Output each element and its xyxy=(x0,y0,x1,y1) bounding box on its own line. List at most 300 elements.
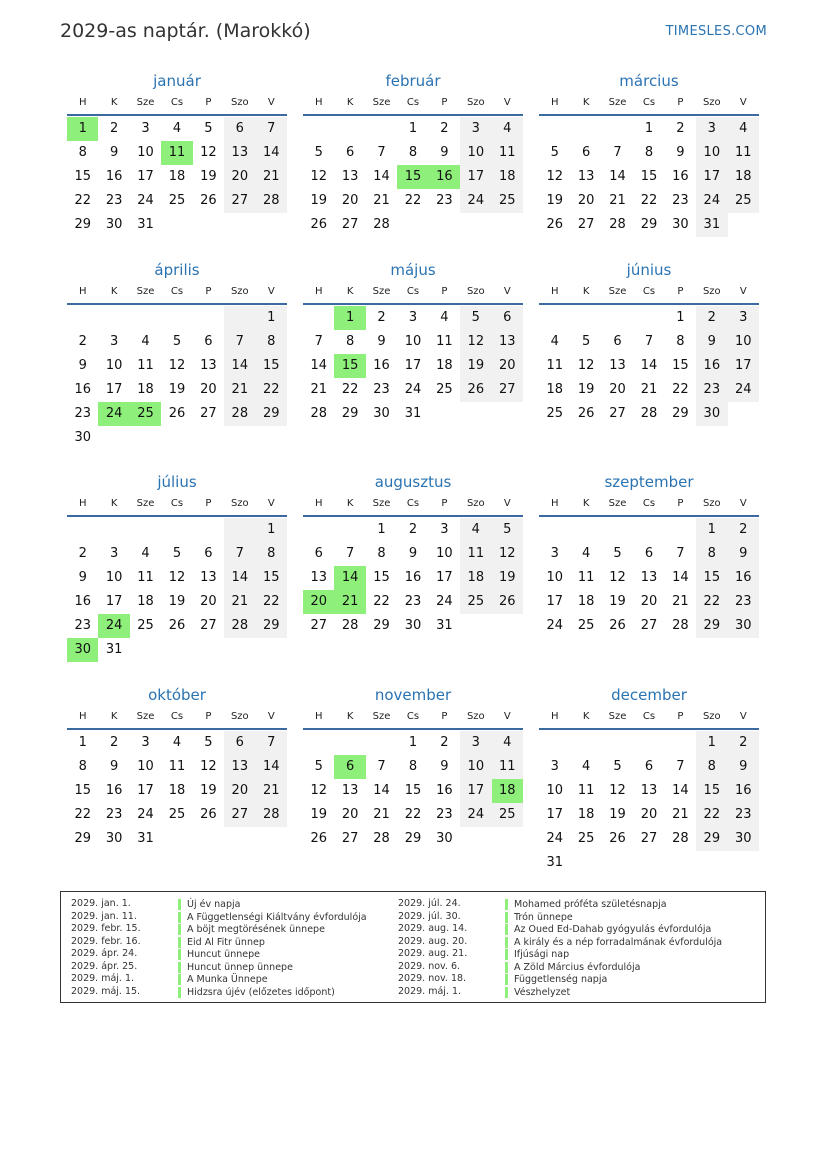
day-cell[interactable]: 14 xyxy=(310,358,327,373)
day-cell[interactable]: 16 xyxy=(728,779,759,803)
day-cell[interactable]: 16 xyxy=(404,570,422,585)
day-cell[interactable]: 9 xyxy=(109,145,119,160)
day-cell[interactable]: 27 xyxy=(200,618,217,633)
day-cell[interactable]: 4 xyxy=(581,546,591,561)
day-cell[interactable]: 28 xyxy=(256,189,287,213)
day-cell[interactable]: 24 xyxy=(460,189,491,213)
day-cell[interactable]: 1 xyxy=(78,735,87,750)
day-cell[interactable]: 4 xyxy=(141,334,150,349)
day-cell[interactable]: 31 xyxy=(105,642,123,657)
day-cell[interactable]: 18 xyxy=(728,165,759,189)
day-cell[interactable]: 1 xyxy=(696,518,727,542)
day-cell[interactable]: 17 xyxy=(460,779,491,803)
day-cell[interactable]: 2 xyxy=(78,546,87,561)
day-cell[interactable]: 11 xyxy=(728,141,759,165)
day-cell[interactable]: 1 xyxy=(696,731,727,755)
day-cell[interactable]: 22 xyxy=(640,193,658,208)
day-cell[interactable]: 27 xyxy=(310,618,327,633)
day-cell[interactable]: 13 xyxy=(224,141,255,165)
day-cell[interactable]: 22 xyxy=(256,590,287,614)
day-cell[interactable]: 26 xyxy=(609,618,626,633)
day-cell[interactable]: 27 xyxy=(341,831,359,846)
day-cell[interactable]: 16 xyxy=(74,594,91,609)
day-cell[interactable]: 29 xyxy=(74,217,91,232)
day-cell[interactable]: 28 xyxy=(373,217,390,232)
day-cell[interactable]: 24 xyxy=(436,594,453,609)
day-cell[interactable]: 13 xyxy=(310,570,327,585)
day-cell[interactable]: 11 xyxy=(577,783,595,798)
day-cell[interactable]: 23 xyxy=(373,382,390,397)
day-cell[interactable]: 10 xyxy=(137,759,154,774)
day-cell[interactable]: 1 xyxy=(644,121,654,136)
day-cell[interactable]: 27 xyxy=(640,831,658,846)
day-cell[interactable]: 30 xyxy=(436,831,453,846)
day-cell[interactable]: 3 xyxy=(141,735,150,750)
day-cell[interactable]: 25 xyxy=(492,803,523,827)
day-cell[interactable]: 18 xyxy=(577,594,595,609)
day-cell[interactable]: 23 xyxy=(436,193,453,208)
day-cell[interactable]: 8 xyxy=(78,759,87,774)
day-cell[interactable]: 1 xyxy=(256,518,287,542)
day-cell[interactable]: 15 xyxy=(672,358,689,373)
day-cell[interactable]: 26 xyxy=(460,378,491,402)
day-cell[interactable]: 20 xyxy=(492,354,523,378)
day-cell[interactable]: 3 xyxy=(728,306,759,330)
day-cell[interactable]: 25 xyxy=(130,402,161,426)
day-cell[interactable]: 27 xyxy=(341,217,359,232)
day-cell[interactable]: 6 xyxy=(581,145,591,160)
day-cell[interactable]: 17 xyxy=(546,594,563,609)
day-cell[interactable]: 23 xyxy=(404,594,422,609)
day-cell[interactable]: 8 xyxy=(377,546,386,561)
day-cell[interactable]: 20 xyxy=(609,382,626,397)
day-cell[interactable]: 21 xyxy=(256,779,287,803)
day-cell[interactable]: 15 xyxy=(397,165,428,189)
day-cell[interactable]: 7 xyxy=(224,330,255,354)
day-cell[interactable]: 17 xyxy=(137,783,154,798)
day-cell[interactable]: 29 xyxy=(696,614,727,638)
day-cell[interactable]: 11 xyxy=(546,358,563,373)
day-cell[interactable]: 27 xyxy=(609,406,626,421)
day-cell[interactable]: 14 xyxy=(609,169,626,184)
day-cell[interactable]: 21 xyxy=(224,590,255,614)
day-cell[interactable]: 25 xyxy=(728,189,759,213)
day-cell[interactable]: 15 xyxy=(696,779,727,803)
day-cell[interactable]: 28 xyxy=(310,406,327,421)
day-cell[interactable]: 2 xyxy=(109,121,119,136)
day-cell[interactable]: 9 xyxy=(78,570,87,585)
day-cell[interactable]: 3 xyxy=(109,334,119,349)
day-cell[interactable]: 30 xyxy=(696,402,727,426)
day-cell[interactable]: 23 xyxy=(105,807,123,822)
day-cell[interactable]: 24 xyxy=(404,382,422,397)
day-cell[interactable]: 24 xyxy=(546,618,563,633)
day-cell[interactable]: 16 xyxy=(728,566,759,590)
day-cell[interactable]: 29 xyxy=(672,406,689,421)
day-cell[interactable]: 19 xyxy=(310,807,327,822)
day-cell[interactable]: 21 xyxy=(373,193,390,208)
day-cell[interactable]: 3 xyxy=(460,117,491,141)
day-cell[interactable]: 5 xyxy=(314,145,323,160)
day-cell[interactable]: 26 xyxy=(546,217,563,232)
day-cell[interactable]: 19 xyxy=(460,354,491,378)
day-cell[interactable]: 27 xyxy=(224,803,255,827)
day-cell[interactable]: 14 xyxy=(334,566,365,590)
day-cell[interactable]: 8 xyxy=(408,759,418,774)
day-cell[interactable]: 9 xyxy=(78,358,87,373)
day-cell[interactable]: 10 xyxy=(404,334,422,349)
day-cell[interactable]: 18 xyxy=(460,566,491,590)
day-cell[interactable]: 8 xyxy=(78,145,87,160)
day-cell[interactable]: 3 xyxy=(141,121,150,136)
day-cell[interactable]: 5 xyxy=(550,145,559,160)
day-cell[interactable]: 2 xyxy=(440,735,449,750)
day-cell[interactable]: 18 xyxy=(168,169,186,184)
day-cell[interactable]: 3 xyxy=(550,759,559,774)
day-cell[interactable]: 19 xyxy=(546,193,563,208)
day-cell[interactable]: 17 xyxy=(460,165,491,189)
day-cell[interactable]: 31 xyxy=(546,855,563,870)
day-cell[interactable]: 13 xyxy=(640,783,658,798)
day-cell[interactable]: 5 xyxy=(581,334,591,349)
day-cell[interactable]: 11 xyxy=(460,542,491,566)
day-cell[interactable]: 27 xyxy=(492,378,523,402)
day-cell[interactable]: 13 xyxy=(577,169,595,184)
day-cell[interactable]: 19 xyxy=(200,169,217,184)
day-cell[interactable]: 21 xyxy=(256,165,287,189)
day-cell[interactable]: 7 xyxy=(256,731,287,755)
day-cell[interactable]: 17 xyxy=(404,358,422,373)
day-cell[interactable]: 23 xyxy=(74,618,91,633)
day-cell[interactable]: 16 xyxy=(74,382,91,397)
day-cell[interactable]: 29 xyxy=(256,402,287,426)
day-cell[interactable]: 26 xyxy=(609,831,626,846)
day-cell[interactable]: 5 xyxy=(204,121,213,136)
day-cell[interactable]: 19 xyxy=(168,382,186,397)
day-cell[interactable]: 20 xyxy=(200,382,217,397)
day-cell[interactable]: 30 xyxy=(105,217,123,232)
day-cell[interactable]: 22 xyxy=(404,193,422,208)
day-cell[interactable]: 31 xyxy=(404,406,422,421)
day-cell[interactable]: 17 xyxy=(696,165,727,189)
day-cell[interactable]: 5 xyxy=(314,759,323,774)
day-cell[interactable]: 14 xyxy=(224,354,255,378)
day-cell[interactable]: 28 xyxy=(672,831,689,846)
day-cell[interactable]: 13 xyxy=(609,358,626,373)
day-cell[interactable]: 21 xyxy=(334,590,365,614)
day-cell[interactable]: 1 xyxy=(334,306,365,330)
day-cell[interactable]: 8 xyxy=(696,755,727,779)
day-cell[interactable]: 17 xyxy=(105,382,123,397)
day-cell[interactable]: 15 xyxy=(640,169,658,184)
day-cell[interactable]: 1 xyxy=(377,522,386,537)
day-cell[interactable]: 30 xyxy=(672,217,689,232)
day-cell[interactable]: 8 xyxy=(345,334,355,349)
day-cell[interactable]: 12 xyxy=(577,358,595,373)
day-cell[interactable]: 5 xyxy=(613,546,622,561)
day-cell[interactable]: 17 xyxy=(105,594,123,609)
day-cell[interactable]: 20 xyxy=(224,165,255,189)
day-cell[interactable]: 8 xyxy=(644,145,654,160)
day-cell[interactable]: 20 xyxy=(200,594,217,609)
day-cell[interactable]: 13 xyxy=(200,358,217,373)
day-cell[interactable]: 23 xyxy=(105,193,123,208)
day-cell[interactable]: 29 xyxy=(74,831,91,846)
day-cell[interactable]: 16 xyxy=(105,169,123,184)
day-cell[interactable]: 6 xyxy=(204,334,213,349)
day-cell[interactable]: 10 xyxy=(460,755,491,779)
day-cell[interactable]: 30 xyxy=(105,831,123,846)
day-cell[interactable]: 1 xyxy=(408,121,418,136)
day-cell[interactable]: 2 xyxy=(696,306,727,330)
day-cell[interactable]: 21 xyxy=(609,193,626,208)
day-cell[interactable]: 6 xyxy=(314,546,323,561)
day-cell[interactable]: 9 xyxy=(440,759,449,774)
day-cell[interactable]: 10 xyxy=(696,141,727,165)
day-cell[interactable]: 4 xyxy=(581,759,591,774)
day-cell[interactable]: 4 xyxy=(440,310,449,325)
day-cell[interactable]: 12 xyxy=(460,330,491,354)
day-cell[interactable]: 31 xyxy=(696,213,727,237)
day-cell[interactable]: 21 xyxy=(672,807,689,822)
day-cell[interactable]: 18 xyxy=(492,779,523,803)
day-cell[interactable]: 3 xyxy=(696,117,727,141)
day-cell[interactable]: 31 xyxy=(137,831,154,846)
day-cell[interactable]: 11 xyxy=(168,759,186,774)
day-cell[interactable]: 12 xyxy=(546,169,563,184)
day-cell[interactable]: 6 xyxy=(613,334,622,349)
day-cell[interactable]: 3 xyxy=(109,546,119,561)
day-cell[interactable]: 10 xyxy=(436,546,453,561)
day-cell[interactable]: 16 xyxy=(429,165,460,189)
day-cell[interactable]: 1 xyxy=(67,117,98,141)
day-cell[interactable]: 7 xyxy=(613,145,622,160)
day-cell[interactable]: 21 xyxy=(310,382,327,397)
day-cell[interactable]: 28 xyxy=(609,217,626,232)
day-cell[interactable]: 15 xyxy=(696,566,727,590)
day-cell[interactable]: 29 xyxy=(640,217,658,232)
day-cell[interactable]: 23 xyxy=(436,807,453,822)
day-cell[interactable]: 12 xyxy=(200,759,217,774)
day-cell[interactable]: 20 xyxy=(341,193,359,208)
day-cell[interactable]: 9 xyxy=(696,330,727,354)
day-cell[interactable]: 24 xyxy=(137,807,154,822)
day-cell[interactable]: 15 xyxy=(373,570,390,585)
day-cell[interactable]: 30 xyxy=(373,406,390,421)
day-cell[interactable]: 28 xyxy=(224,402,255,426)
day-cell[interactable]: 7 xyxy=(676,759,685,774)
day-cell[interactable]: 3 xyxy=(550,546,559,561)
day-cell[interactable]: 26 xyxy=(492,590,523,614)
day-cell[interactable]: 14 xyxy=(256,755,287,779)
day-cell[interactable]: 10 xyxy=(105,358,123,373)
day-cell[interactable]: 7 xyxy=(314,334,323,349)
day-cell[interactable]: 9 xyxy=(676,145,685,160)
day-cell[interactable]: 21 xyxy=(672,594,689,609)
day-cell[interactable]: 4 xyxy=(172,735,182,750)
day-cell[interactable]: 20 xyxy=(640,594,658,609)
day-cell[interactable]: 5 xyxy=(613,759,622,774)
day-cell[interactable]: 27 xyxy=(640,618,658,633)
day-cell[interactable]: 28 xyxy=(224,614,255,638)
day-cell[interactable]: 10 xyxy=(460,141,491,165)
day-cell[interactable]: 2 xyxy=(377,310,386,325)
day-cell[interactable]: 24 xyxy=(98,614,129,638)
day-cell[interactable]: 10 xyxy=(105,570,123,585)
day-cell[interactable]: 11 xyxy=(436,334,453,349)
day-cell[interactable]: 25 xyxy=(546,406,563,421)
day-cell[interactable]: 22 xyxy=(341,382,359,397)
day-cell[interactable]: 15 xyxy=(334,354,365,378)
day-cell[interactable]: 14 xyxy=(256,141,287,165)
day-cell[interactable]: 16 xyxy=(696,354,727,378)
day-cell[interactable]: 23 xyxy=(672,193,689,208)
day-cell[interactable]: 16 xyxy=(105,783,123,798)
day-cell[interactable]: 25 xyxy=(137,618,154,633)
day-cell[interactable]: 2 xyxy=(109,735,119,750)
day-cell[interactable]: 26 xyxy=(577,406,595,421)
day-cell[interactable]: 28 xyxy=(341,618,359,633)
day-cell[interactable]: 18 xyxy=(546,382,563,397)
day-cell[interactable]: 10 xyxy=(728,330,759,354)
day-cell[interactable]: 6 xyxy=(334,755,365,779)
day-cell[interactable]: 8 xyxy=(676,334,685,349)
day-cell[interactable]: 2 xyxy=(440,121,449,136)
day-cell[interactable]: 23 xyxy=(728,590,759,614)
day-cell[interactable]: 12 xyxy=(310,783,327,798)
day-cell[interactable]: 13 xyxy=(341,169,359,184)
day-cell[interactable]: 23 xyxy=(696,378,727,402)
day-cell[interactable]: 8 xyxy=(696,542,727,566)
day-cell[interactable]: 2 xyxy=(728,518,759,542)
day-cell[interactable]: 12 xyxy=(609,783,626,798)
day-cell[interactable]: 22 xyxy=(74,807,91,822)
day-cell[interactable]: 11 xyxy=(577,570,595,585)
day-cell[interactable]: 9 xyxy=(408,546,418,561)
day-cell[interactable]: 2 xyxy=(728,731,759,755)
day-cell[interactable]: 15 xyxy=(74,783,91,798)
day-cell[interactable]: 12 xyxy=(168,358,186,373)
day-cell[interactable]: 19 xyxy=(577,382,595,397)
day-cell[interactable]: 18 xyxy=(577,807,595,822)
day-cell[interactable]: 12 xyxy=(492,542,523,566)
day-cell[interactable]: 10 xyxy=(546,570,563,585)
day-cell[interactable]: 9 xyxy=(728,755,759,779)
day-cell[interactable]: 17 xyxy=(436,570,453,585)
day-cell[interactable]: 11 xyxy=(492,755,523,779)
day-cell[interactable]: 7 xyxy=(345,546,355,561)
day-cell[interactable]: 25 xyxy=(577,831,595,846)
day-cell[interactable]: 20 xyxy=(577,193,595,208)
day-cell[interactable]: 4 xyxy=(728,117,759,141)
day-cell[interactable]: 30 xyxy=(67,638,98,662)
day-cell[interactable]: 8 xyxy=(256,330,287,354)
day-cell[interactable]: 24 xyxy=(98,402,129,426)
day-cell[interactable]: 27 xyxy=(224,189,255,213)
day-cell[interactable]: 5 xyxy=(492,518,523,542)
day-cell[interactable]: 6 xyxy=(204,546,213,561)
day-cell[interactable]: 19 xyxy=(200,783,217,798)
day-cell[interactable]: 12 xyxy=(200,145,217,160)
day-cell[interactable]: 3 xyxy=(440,522,449,537)
day-cell[interactable]: 2 xyxy=(408,522,418,537)
day-cell[interactable]: 2 xyxy=(676,121,685,136)
day-cell[interactable]: 27 xyxy=(200,406,217,421)
day-cell[interactable]: 11 xyxy=(137,570,154,585)
day-cell[interactable]: 22 xyxy=(672,382,689,397)
day-cell[interactable]: 26 xyxy=(310,217,327,232)
day-cell[interactable]: 3 xyxy=(408,310,418,325)
day-cell[interactable]: 16 xyxy=(436,783,453,798)
day-cell[interactable]: 21 xyxy=(224,378,255,402)
day-cell[interactable]: 30 xyxy=(74,430,91,445)
day-cell[interactable]: 7 xyxy=(224,542,255,566)
day-cell[interactable]: 19 xyxy=(609,594,626,609)
day-cell[interactable]: 12 xyxy=(609,570,626,585)
day-cell[interactable]: 25 xyxy=(168,193,186,208)
day-cell[interactable]: 4 xyxy=(492,117,523,141)
day-cell[interactable]: 21 xyxy=(640,382,658,397)
day-cell[interactable]: 12 xyxy=(168,570,186,585)
day-cell[interactable]: 28 xyxy=(672,618,689,633)
day-cell[interactable]: 6 xyxy=(224,117,255,141)
day-cell[interactable]: 13 xyxy=(224,755,255,779)
day-cell[interactable]: 6 xyxy=(644,546,654,561)
day-cell[interactable]: 16 xyxy=(373,358,390,373)
day-cell[interactable]: 22 xyxy=(373,594,390,609)
day-cell[interactable]: 5 xyxy=(460,306,491,330)
day-cell[interactable]: 24 xyxy=(696,189,727,213)
day-cell[interactable]: 15 xyxy=(404,783,422,798)
day-cell[interactable]: 11 xyxy=(492,141,523,165)
day-cell[interactable]: 25 xyxy=(492,189,523,213)
day-cell[interactable]: 13 xyxy=(200,570,217,585)
day-cell[interactable]: 4 xyxy=(460,518,491,542)
day-cell[interactable]: 11 xyxy=(137,358,154,373)
day-cell[interactable]: 5 xyxy=(172,334,182,349)
day-cell[interactable]: 17 xyxy=(546,807,563,822)
day-cell[interactable]: 26 xyxy=(168,618,186,633)
day-cell[interactable]: 25 xyxy=(577,618,595,633)
day-cell[interactable]: 8 xyxy=(256,542,287,566)
day-cell[interactable]: 9 xyxy=(377,334,386,349)
day-cell[interactable]: 22 xyxy=(256,378,287,402)
day-cell[interactable]: 19 xyxy=(310,193,327,208)
day-cell[interactable]: 22 xyxy=(404,807,422,822)
day-cell[interactable]: 29 xyxy=(341,406,359,421)
day-cell[interactable]: 1 xyxy=(408,735,418,750)
day-cell[interactable]: 8 xyxy=(408,145,418,160)
brand-logo[interactable]: TIMESLES.COM xyxy=(665,24,767,39)
day-cell[interactable]: 2 xyxy=(78,334,87,349)
day-cell[interactable]: 15 xyxy=(74,169,91,184)
day-cell[interactable]: 29 xyxy=(696,827,727,851)
day-cell[interactable]: 20 xyxy=(224,779,255,803)
day-cell[interactable]: 6 xyxy=(224,731,255,755)
day-cell[interactable]: 14 xyxy=(373,783,390,798)
day-cell[interactable]: 6 xyxy=(345,145,355,160)
day-cell[interactable]: 29 xyxy=(373,618,390,633)
day-cell[interactable]: 14 xyxy=(672,570,689,585)
day-cell[interactable]: 20 xyxy=(640,807,658,822)
day-cell[interactable]: 1 xyxy=(256,306,287,330)
day-cell[interactable]: 4 xyxy=(172,121,182,136)
day-cell[interactable]: 14 xyxy=(672,783,689,798)
day-cell[interactable]: 31 xyxy=(436,618,453,633)
day-cell[interactable]: 27 xyxy=(577,217,595,232)
day-cell[interactable]: 15 xyxy=(256,566,287,590)
day-cell[interactable]: 16 xyxy=(672,169,689,184)
